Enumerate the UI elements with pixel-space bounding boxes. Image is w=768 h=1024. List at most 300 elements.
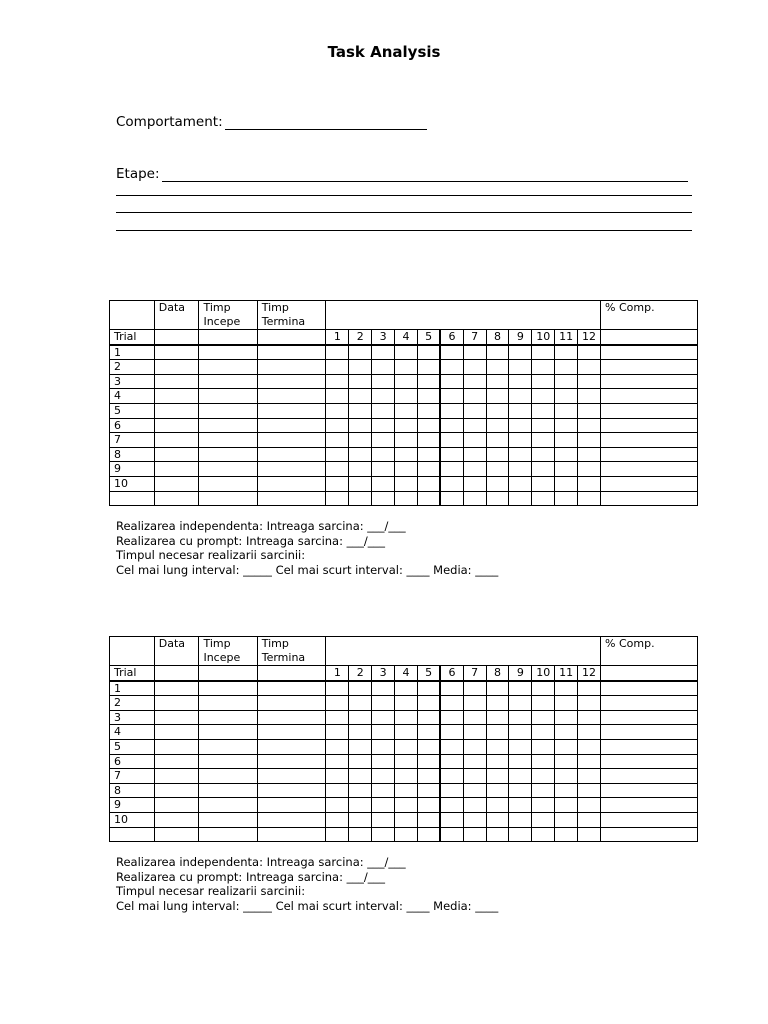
step-cell [440, 754, 463, 769]
header-timp-incepe-2: Incepe [203, 651, 241, 664]
cell [199, 462, 257, 477]
cell [154, 433, 199, 448]
cell [199, 433, 257, 448]
table-row [110, 710, 698, 725]
step-cell [463, 812, 486, 827]
cell [257, 710, 326, 725]
step-cell [486, 418, 509, 433]
step-cell [440, 374, 463, 389]
step-cell [578, 374, 601, 389]
step-cell [532, 696, 555, 711]
trial-number: 5 [110, 403, 155, 418]
step-cell [509, 739, 532, 754]
step-cell [555, 462, 578, 477]
step-cell [440, 783, 463, 798]
cell [199, 345, 257, 360]
cell [199, 374, 257, 389]
step-cell [578, 418, 601, 433]
cell [154, 769, 199, 784]
header-timp-incepe-1: Timp [203, 637, 231, 650]
step-cell [509, 447, 532, 462]
trial-number: 8 [110, 783, 155, 798]
step-cell [532, 754, 555, 769]
step-cell [349, 725, 372, 740]
step-cell [463, 389, 486, 404]
percent-cell [601, 476, 698, 491]
step-cell [372, 447, 395, 462]
summary-line4: Cel mai lung interval: _____ Cel mai scurt interval: ____ Media: ____ [116, 898, 499, 913]
cell [154, 476, 199, 491]
percent-cell [601, 696, 698, 711]
step-cell [349, 739, 372, 754]
step-cell [326, 447, 349, 462]
step-cell [555, 389, 578, 404]
step-cell [509, 827, 532, 842]
cell [199, 827, 257, 842]
step-cell [532, 681, 555, 696]
step-cell [372, 433, 395, 448]
header-percent-comp: % Comp. [601, 637, 698, 666]
step-cell [395, 812, 418, 827]
step-cell [509, 681, 532, 696]
cell [257, 754, 326, 769]
step-cell [372, 374, 395, 389]
step-cell [349, 345, 372, 360]
step-cell [372, 491, 395, 506]
step-cell [326, 433, 349, 448]
step-cell [532, 769, 555, 784]
step-cell [555, 754, 578, 769]
step-cell [486, 462, 509, 477]
step-cell [578, 403, 601, 418]
step-cell [509, 491, 532, 506]
cell [154, 783, 199, 798]
step-cell [395, 798, 418, 813]
step-cell [578, 812, 601, 827]
step-cell [349, 374, 372, 389]
step-cell [578, 710, 601, 725]
cell [257, 447, 326, 462]
step-cell [349, 389, 372, 404]
cell [601, 330, 698, 345]
step-cell [326, 739, 349, 754]
step-cell [486, 812, 509, 827]
step-cell [532, 403, 555, 418]
step-cell [532, 447, 555, 462]
cell [257, 389, 326, 404]
step-cell [417, 696, 440, 711]
step-cell [463, 739, 486, 754]
step-cell [532, 433, 555, 448]
percent-cell [601, 374, 698, 389]
step-cell [486, 447, 509, 462]
table-row [110, 389, 698, 404]
percent-cell [601, 798, 698, 813]
table-row [110, 798, 698, 813]
step-cell [349, 681, 372, 696]
page-title: Task Analysis [327, 43, 441, 61]
step-cell [326, 783, 349, 798]
step-cell [326, 725, 349, 740]
step-cell [463, 360, 486, 375]
comportament-blank [225, 128, 427, 130]
step-cell [440, 345, 463, 360]
step-cell [326, 389, 349, 404]
cell [154, 798, 199, 813]
table-row [110, 360, 698, 375]
step-cell [395, 827, 418, 842]
step-cell [532, 798, 555, 813]
step-cell [578, 827, 601, 842]
header-step-6: 6 [440, 666, 463, 681]
percent-cell [601, 754, 698, 769]
cell [154, 681, 199, 696]
cell [199, 403, 257, 418]
header-step-9: 9 [509, 666, 532, 681]
step-cell [372, 476, 395, 491]
step-cell [463, 827, 486, 842]
trial-number: 3 [110, 710, 155, 725]
header-blank-cell [110, 301, 155, 330]
comportament-field [116, 114, 427, 130]
header-step-11: 11 [555, 666, 578, 681]
step-cell [463, 476, 486, 491]
cell [199, 389, 257, 404]
header-timp-termina-1: Timp [261, 637, 289, 650]
etape-label: Etape: [116, 166, 160, 182]
step-cell [486, 725, 509, 740]
step-cell [578, 447, 601, 462]
summary-line1: Realizarea independenta: Intreaga sarcina: ___/___ [116, 519, 406, 533]
step-cell [440, 739, 463, 754]
step-cell [440, 710, 463, 725]
step-cell [349, 491, 372, 506]
cell [199, 812, 257, 827]
header-timp-incepe [199, 301, 257, 330]
cell [257, 812, 326, 827]
step-cell [395, 447, 418, 462]
step-cell [486, 798, 509, 813]
cell [154, 360, 199, 375]
step-cell [486, 710, 509, 725]
step-cell [326, 812, 349, 827]
step-cell [532, 827, 555, 842]
header-timp-termina-2: Termina [261, 651, 306, 664]
step-cell [532, 725, 555, 740]
table-row [110, 345, 698, 360]
header-step-10: 10 [532, 330, 555, 345]
step-cell [326, 374, 349, 389]
step-cell [486, 769, 509, 784]
header-steps-group [326, 637, 601, 666]
step-cell [532, 739, 555, 754]
step-cell [532, 491, 555, 506]
step-cell [486, 491, 509, 506]
cell [257, 739, 326, 754]
trial-number: 9 [110, 798, 155, 813]
header-step-2: 2 [349, 330, 372, 345]
table-header-row [110, 637, 698, 666]
step-cell [486, 374, 509, 389]
step-cell [395, 476, 418, 491]
step-cell [509, 418, 532, 433]
cell [257, 491, 326, 506]
trial-number: 4 [110, 389, 155, 404]
step-cell [326, 798, 349, 813]
table-row [110, 783, 698, 798]
step-cell [372, 681, 395, 696]
header-step-2: 2 [349, 666, 372, 681]
cell [154, 403, 199, 418]
comportament-label: Comportament: [116, 114, 223, 130]
step-cell [417, 476, 440, 491]
step-cell [349, 710, 372, 725]
header-steps-group [326, 301, 601, 330]
step-cell [440, 476, 463, 491]
step-cell [578, 783, 601, 798]
step-cell [349, 403, 372, 418]
step-cell [463, 769, 486, 784]
step-cell [395, 725, 418, 740]
step-cell [509, 710, 532, 725]
step-cell [463, 345, 486, 360]
cell [257, 725, 326, 740]
percent-cell [601, 345, 698, 360]
step-cell [555, 403, 578, 418]
cell [154, 330, 199, 345]
trial-number: 2 [110, 360, 155, 375]
step-cell [440, 389, 463, 404]
step-cell [440, 462, 463, 477]
percent-cell [601, 433, 698, 448]
percent-cell [601, 739, 698, 754]
step-cell [440, 769, 463, 784]
step-cell [509, 754, 532, 769]
etape-field [116, 166, 688, 182]
summary-line2: Realizarea cu prompt: Intreaga sarcina: ___/___ [116, 869, 386, 884]
step-cell [555, 696, 578, 711]
header-step-4: 4 [395, 666, 418, 681]
step-cell [578, 798, 601, 813]
step-cell [417, 783, 440, 798]
step-cell [417, 345, 440, 360]
etape-blank [162, 180, 688, 182]
step-cell [509, 696, 532, 711]
step-cell [372, 418, 395, 433]
trial-number: 3 [110, 374, 155, 389]
step-cell [326, 403, 349, 418]
step-cell [463, 418, 486, 433]
step-cell [417, 389, 440, 404]
step-cell [463, 798, 486, 813]
cell [154, 812, 199, 827]
header-timp-termina-2: Termina [261, 315, 306, 328]
step-cell [372, 389, 395, 404]
header-step-11: 11 [555, 330, 578, 345]
cell [257, 433, 326, 448]
step-cell [578, 433, 601, 448]
step-cell [555, 783, 578, 798]
step-cell [349, 769, 372, 784]
step-cell [395, 403, 418, 418]
step-cell [578, 739, 601, 754]
step-cell [440, 696, 463, 711]
step-cell [486, 360, 509, 375]
cell [154, 345, 199, 360]
step-cell [555, 681, 578, 696]
step-cell [486, 783, 509, 798]
cell [257, 696, 326, 711]
step-cell [395, 389, 418, 404]
cell [257, 403, 326, 418]
step-cell [326, 345, 349, 360]
step-cell [486, 681, 509, 696]
cell [199, 710, 257, 725]
cell [154, 374, 199, 389]
step-cell [463, 462, 486, 477]
step-cell [578, 696, 601, 711]
header-blank-cell [110, 637, 155, 666]
step-cell [372, 696, 395, 711]
trial-number: 7 [110, 769, 155, 784]
step-cell [532, 462, 555, 477]
step-cell [417, 491, 440, 506]
step-cell [417, 725, 440, 740]
step-cell [578, 462, 601, 477]
cell [199, 783, 257, 798]
step-cell [555, 725, 578, 740]
step-cell [417, 374, 440, 389]
percent-cell [601, 389, 698, 404]
step-cell [509, 360, 532, 375]
step-cell [326, 827, 349, 842]
table-row [110, 739, 698, 754]
step-cell [395, 710, 418, 725]
step-cell [326, 710, 349, 725]
etape-line-3 [116, 212, 692, 213]
table-row [110, 769, 698, 784]
header-trial: Trial [110, 666, 155, 681]
cell [154, 447, 199, 462]
step-cell [509, 462, 532, 477]
cell [257, 783, 326, 798]
percent-cell [601, 418, 698, 433]
step-cell [372, 827, 395, 842]
step-cell [395, 769, 418, 784]
etape-line-4 [116, 230, 692, 231]
cell [154, 491, 199, 506]
cell [154, 725, 199, 740]
step-cell [349, 827, 372, 842]
cell [154, 696, 199, 711]
step-cell [326, 476, 349, 491]
step-cell [509, 345, 532, 360]
trial-number: 1 [110, 345, 155, 360]
step-cell [440, 812, 463, 827]
summary-line4: Cel mai lung interval: _____ Cel mai scurt interval: ____ Media: ____ [116, 562, 499, 577]
trial-number: 5 [110, 739, 155, 754]
cell [154, 389, 199, 404]
cell [199, 725, 257, 740]
step-cell [578, 476, 601, 491]
step-cell [372, 360, 395, 375]
step-cell [486, 389, 509, 404]
step-cell [440, 360, 463, 375]
step-cell [395, 739, 418, 754]
cell [199, 476, 257, 491]
cell [257, 360, 326, 375]
step-cell [395, 754, 418, 769]
table-row [110, 433, 698, 448]
step-cell [395, 681, 418, 696]
summary-block [116, 519, 498, 577]
percent-cell [601, 827, 698, 842]
step-cell [486, 754, 509, 769]
cell [199, 754, 257, 769]
percent-cell [601, 812, 698, 827]
header-step-4: 4 [395, 330, 418, 345]
step-cell [372, 462, 395, 477]
step-cell [440, 798, 463, 813]
step-cell [532, 360, 555, 375]
percent-cell [601, 769, 698, 784]
cell [257, 345, 326, 360]
step-cell [463, 710, 486, 725]
step-cell [440, 433, 463, 448]
step-cell [349, 360, 372, 375]
cell [257, 681, 326, 696]
step-cell [509, 798, 532, 813]
percent-cell [601, 681, 698, 696]
header-step-3: 3 [372, 666, 395, 681]
step-cell [372, 783, 395, 798]
trial-number: 8 [110, 447, 155, 462]
step-cell [463, 725, 486, 740]
header-step-8: 8 [486, 666, 509, 681]
step-cell [349, 476, 372, 491]
header-timp-termina [257, 301, 326, 330]
step-cell [555, 812, 578, 827]
table-header-row [110, 301, 698, 330]
trial-number: 6 [110, 754, 155, 769]
step-cell [555, 798, 578, 813]
header-timp-incepe-2: Incepe [203, 315, 241, 328]
step-cell [349, 812, 372, 827]
trial-number: 7 [110, 433, 155, 448]
table-row [110, 476, 698, 491]
trial-number: 2 [110, 696, 155, 711]
header-step-12: 12 [578, 330, 601, 345]
table-row [110, 754, 698, 769]
step-cell [578, 725, 601, 740]
step-cell [555, 476, 578, 491]
cell [199, 696, 257, 711]
percent-cell [601, 360, 698, 375]
step-cell [372, 710, 395, 725]
header-step-1: 1 [326, 666, 349, 681]
step-cell [486, 476, 509, 491]
step-cell [509, 389, 532, 404]
cell [257, 462, 326, 477]
header-timp-termina-1: Timp [261, 301, 289, 314]
header-step-7: 7 [463, 330, 486, 345]
table-row [110, 374, 698, 389]
step-cell [509, 769, 532, 784]
cell [601, 666, 698, 681]
step-cell [440, 403, 463, 418]
step-cell [417, 739, 440, 754]
header-timp-termina [257, 637, 326, 666]
